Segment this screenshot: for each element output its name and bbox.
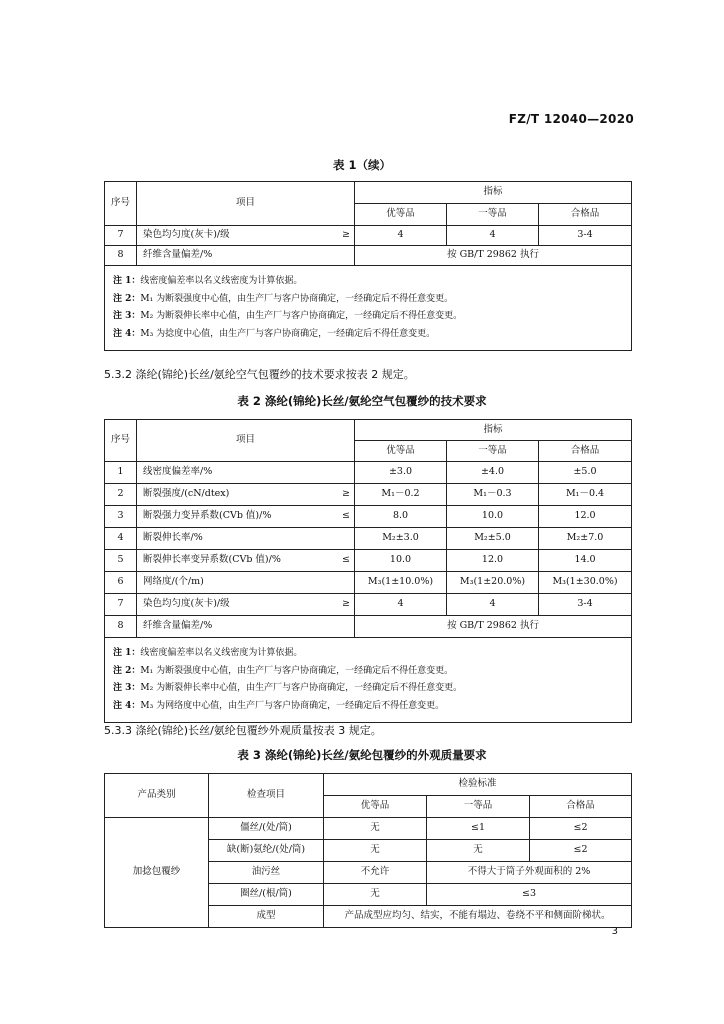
table-row <box>105 572 632 594</box>
note-4: 注 4：M₃ 为网络度中心值，由生产厂与客户协商确定，一经确定后不得任意变更。 <box>113 700 445 711</box>
row-value-1: 无 <box>324 840 427 862</box>
check-item: 缺(断)氨纶/(处/筒) <box>209 840 324 862</box>
row-value-1: 无 <box>324 884 427 906</box>
table-row <box>105 462 632 484</box>
row-item <box>137 462 355 484</box>
item-symbol: ≥ <box>342 488 350 500</box>
table2-grade-3: 合格品 <box>539 441 632 462</box>
table-row <box>105 594 632 616</box>
item-symbol: ≤ <box>342 554 350 566</box>
row-value-3: 3-4 <box>539 594 632 616</box>
item-text: 线密度偏差率/% <box>143 466 213 478</box>
table-row <box>105 246 632 266</box>
row-value-1: 10.0 <box>355 550 447 572</box>
item-symbol: ≥ <box>342 229 350 241</box>
row-value-3: 3-4 <box>539 226 632 246</box>
row-value-2: 10.0 <box>447 506 539 528</box>
row-value-1: M₃(1±10.0%) <box>355 572 447 594</box>
row-item: 纤维含量偏差/% <box>137 616 355 638</box>
section-5-3-3: 5.3.3 涤纶(锦纶)长丝/氨纶包覆纱外观质量按表 3 规定。 <box>104 724 382 737</box>
row-value-2: ±4.0 <box>447 462 539 484</box>
row-seq: 6 <box>105 572 137 594</box>
row-value-3: 14.0 <box>539 550 632 572</box>
row-value-1: 8.0 <box>355 506 447 528</box>
table-row <box>105 616 632 638</box>
row-value-3: M₂±7.0 <box>539 528 632 550</box>
note-2: 注 2：M₁ 为断裂强度中心值，由生产厂与客户协商确定，一经确定后不得任意变更。 <box>113 293 454 304</box>
standard-code: FZ/T 12040—2020 <box>508 112 634 126</box>
table2-header-indicator: 指标 <box>355 420 632 441</box>
note-3: 注 3：M₂ 为断裂伸长率中心值，由生产厂与客户协商确定，一经确定后不得任意变更。 <box>113 311 463 321</box>
row-value-1: M₁－0.2 <box>355 484 447 506</box>
row-value-2: 4 <box>447 594 539 616</box>
table1-caption: 表 1（续） <box>332 158 391 172</box>
item-text: 染色均匀度(灰卡)/级 <box>143 598 230 610</box>
table2-caption: 表 2 涤纶(锦纶)长丝/氨纶空气包覆纱的技术要求 <box>237 394 487 408</box>
table1-notes <box>105 266 632 351</box>
table1-grade-3: 合格品 <box>539 204 632 226</box>
row-value-all: 产品成型应均匀、结实，不能有塌边、卷绕不平和侧面阶梯状。 <box>324 906 632 928</box>
table3-header-standard: 检验标准 <box>324 774 632 796</box>
table1 <box>104 181 632 351</box>
row-merged-value: 按 GB/T 29862 执行 <box>355 616 632 638</box>
table-row <box>105 226 632 246</box>
row-seq: 8 <box>105 616 137 638</box>
row-seq: 5 <box>105 550 137 572</box>
table1-grade-1: 优等品 <box>355 204 447 226</box>
row-value-1: ±3.0 <box>355 462 447 484</box>
table-row <box>105 528 632 550</box>
row-value-2: M₃(1±20.0%) <box>447 572 539 594</box>
row-value-1: 无 <box>324 818 427 840</box>
row-item <box>137 226 355 246</box>
row-seq: 7 <box>105 594 137 616</box>
item-text: 断裂强度/(cN/dtex) <box>143 488 230 500</box>
table2-grade-2: 一等品 <box>447 441 539 462</box>
row-seq: 1 <box>105 462 137 484</box>
table2-header-seq: 序号 <box>105 420 137 462</box>
row-item <box>137 550 355 572</box>
row-item <box>137 506 355 528</box>
table2-header-item: 项目 <box>137 420 355 462</box>
table1-header-seq: 序号 <box>105 182 137 226</box>
row-value-1: 4 <box>355 226 447 246</box>
item-text: 断裂伸长率/% <box>143 532 203 544</box>
row-seq: 2 <box>105 484 137 506</box>
table-row <box>105 506 632 528</box>
row-value-1: 4 <box>355 594 447 616</box>
product-category: 加捻包覆纱 <box>105 818 209 928</box>
item-symbol: ≤ <box>342 510 350 522</box>
row-value-2: 12.0 <box>447 550 539 572</box>
row-value-3: ±5.0 <box>539 462 632 484</box>
note-3: 注 3：M₂ 为断裂伸长率中心值，由生产厂与客户协商确定，一经确定后不得任意变更。 <box>113 683 463 693</box>
table2-notes <box>105 638 632 723</box>
row-seq: 3 <box>105 506 137 528</box>
table3 <box>104 773 632 928</box>
row-item <box>137 528 355 550</box>
row-value-1: 不允许 <box>324 862 427 884</box>
item-text: 断裂伸长率变异系数(CVb 值)/% <box>143 554 281 566</box>
row-value-merged: ≤3 <box>427 884 632 906</box>
table-row <box>105 550 632 572</box>
check-item: 僵丝/(处/筒) <box>209 818 324 840</box>
item-text: 网络度/(个/m) <box>143 576 204 588</box>
note-2: 注 2：M₁ 为断裂强度中心值，由生产厂与客户协商确定，一经确定后不得任意变更。 <box>113 665 454 676</box>
table3-header-check: 检查项目 <box>209 774 324 818</box>
row-value-2: 无 <box>427 840 530 862</box>
check-item: 油污丝 <box>209 862 324 884</box>
row-merged-value: 按 GB/T 29862 执行 <box>355 246 632 266</box>
row-item <box>137 572 355 594</box>
table2 <box>104 419 632 723</box>
row-seq: 8 <box>105 246 137 266</box>
row-value-2: 4 <box>447 226 539 246</box>
row-value-3: ≤2 <box>530 840 632 862</box>
table-row <box>105 818 632 840</box>
row-seq: 7 <box>105 226 137 246</box>
table3-grade-3: 合格品 <box>530 796 632 818</box>
item-text: 断裂强力变异系数(CVb 值)/% <box>143 510 272 522</box>
row-value-3: M₃(1±30.0%) <box>539 572 632 594</box>
check-item: 成型 <box>209 906 324 928</box>
row-value-2: M₁－0.3 <box>447 484 539 506</box>
row-seq: 4 <box>105 528 137 550</box>
table-row <box>105 484 632 506</box>
row-item: 纤维含量偏差/% <box>137 246 355 266</box>
table1-grade-2: 一等品 <box>447 204 539 226</box>
note-1: 注 1：线密度偏差率以名义线密度为计算依据。 <box>113 648 303 658</box>
note-1: 注 1：线密度偏差率以名义线密度为计算依据。 <box>113 276 303 286</box>
row-value-2: M₂±5.0 <box>447 528 539 550</box>
table1-header-item: 项目 <box>137 182 355 226</box>
table3-grade-1: 优等品 <box>324 796 427 818</box>
row-item <box>137 594 355 616</box>
item-symbol: ≥ <box>342 598 350 610</box>
note-4: 注 4：M₃ 为捻度中心值，由生产厂与客户协商确定，一经确定后不得任意变更。 <box>113 328 436 339</box>
table1-header-indicator: 指标 <box>355 182 632 204</box>
row-value-3: 12.0 <box>539 506 632 528</box>
table3-header-category: 产品类别 <box>105 774 209 818</box>
check-item: 圈丝/(根/筒) <box>209 884 324 906</box>
table2-grade-1: 优等品 <box>355 441 447 462</box>
table3-grade-2: 一等品 <box>427 796 530 818</box>
row-value-3: ≤2 <box>530 818 632 840</box>
section-5-3-2: 5.3.2 涤纶(锦纶)长丝/氨纶空气包覆纱的技术要求按表 2 规定。 <box>104 368 415 381</box>
row-item <box>137 484 355 506</box>
row-value-2: ≤1 <box>427 818 530 840</box>
page-number: 3 <box>611 926 618 937</box>
item-text: 染色均匀度(灰卡)/级 <box>143 229 230 241</box>
row-value-3: M₁－0.4 <box>539 484 632 506</box>
row-value-1: M₂±3.0 <box>355 528 447 550</box>
table3-caption: 表 3 涤纶(锦纶)长丝/氨纶包覆纱的外观质量要求 <box>237 748 487 762</box>
row-value-merged: 不得大于筒子外观面积的 2% <box>427 862 632 884</box>
